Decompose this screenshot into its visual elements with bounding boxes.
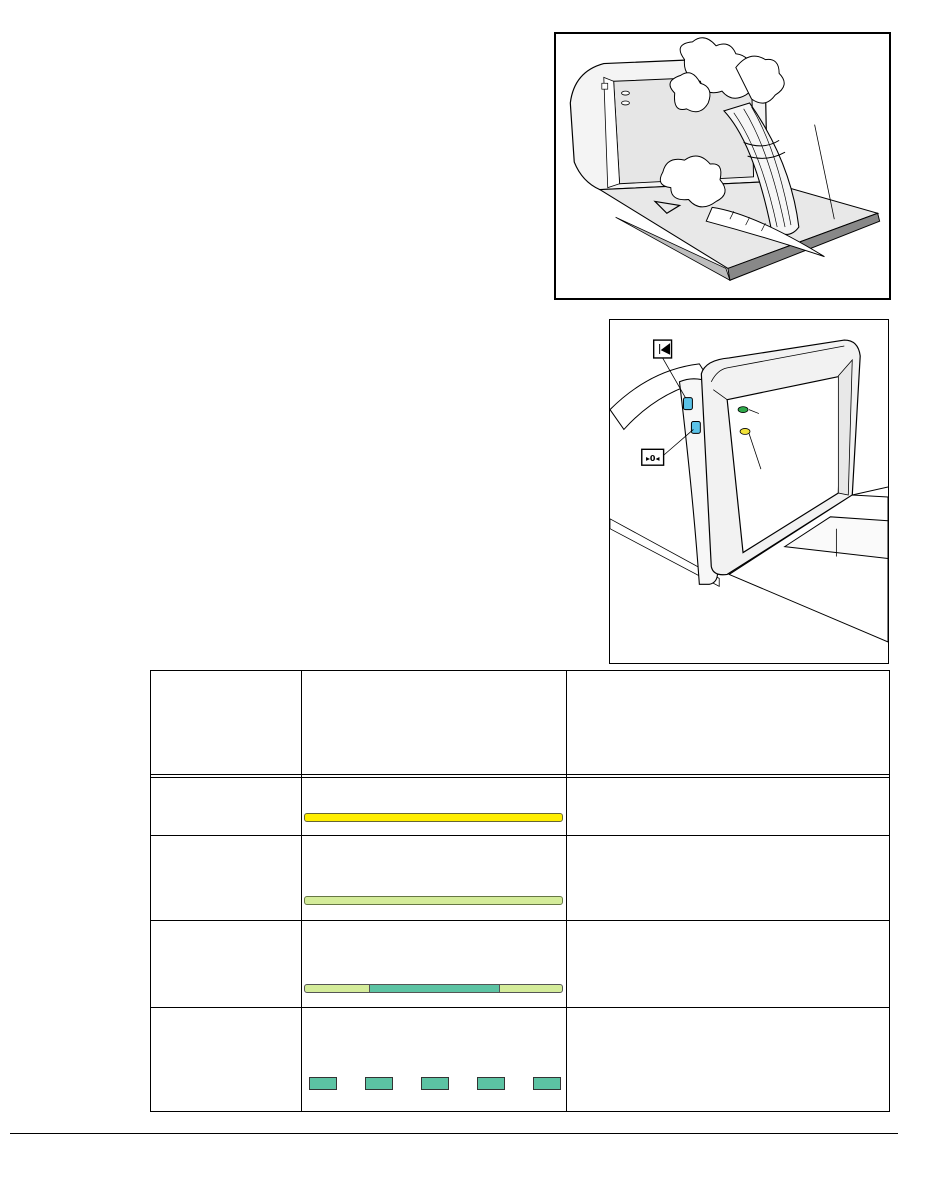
column-divider bbox=[566, 671, 567, 1111]
produce-on-scale-figure bbox=[554, 32, 891, 300]
indicator-bar-segment bbox=[369, 985, 500, 992]
scanner-buttons-leds-illustration bbox=[610, 320, 888, 663]
column-divider bbox=[301, 671, 302, 1111]
volume-button[interactable] bbox=[683, 398, 692, 410]
indicator-block bbox=[533, 1077, 561, 1090]
green-led bbox=[738, 407, 748, 413]
header-divider bbox=[151, 774, 889, 778]
indicator-block bbox=[477, 1077, 505, 1090]
row-divider bbox=[151, 920, 889, 921]
scanner-scale-produce-illustration bbox=[556, 34, 889, 298]
indicator-bar-solid-light-green bbox=[304, 896, 563, 905]
indicator-block bbox=[365, 1077, 393, 1090]
indicator-bar-solid-yellow bbox=[304, 813, 563, 822]
zero-button[interactable] bbox=[691, 422, 700, 434]
row-divider bbox=[151, 835, 889, 836]
indicator-block bbox=[309, 1077, 337, 1090]
indicator-table bbox=[150, 670, 890, 1112]
row-divider bbox=[151, 1007, 889, 1008]
indicator-block bbox=[421, 1077, 449, 1090]
indicator-bar-center-segment bbox=[304, 984, 563, 993]
indicator-blinking-blocks bbox=[309, 1077, 561, 1090]
yellow-led bbox=[740, 428, 750, 434]
footer-rule bbox=[10, 1133, 898, 1134]
scanner-controls-figure bbox=[609, 319, 889, 664]
zero-glyph: ▸0◂ bbox=[645, 454, 660, 464]
